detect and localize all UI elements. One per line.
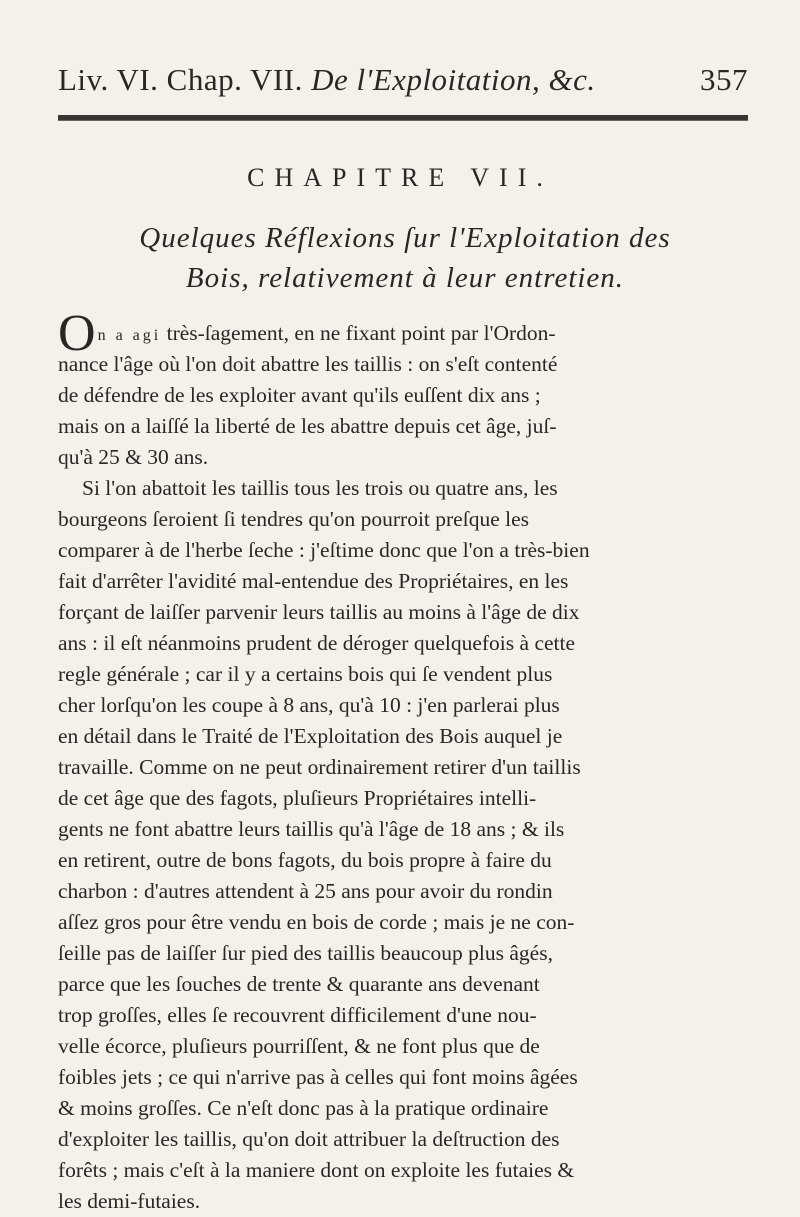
opening-small-caps: n a agi xyxy=(97,327,162,344)
text-line: comparer à de l'herbe ſeche : j'eſtime donc que l'on a très-bien xyxy=(58,538,590,562)
text-line: fait d'arrêter l'avidité mal-entendue des Propriétaires, en les xyxy=(58,569,569,593)
text-line: Si l'on abattoit les taillis tous les trois ou quatre ans, les xyxy=(82,476,558,500)
text-line: ſeille pas de laiſſer ſur pied des taillis beaucoup plus âgés, xyxy=(58,941,553,965)
running-head xyxy=(58,62,748,98)
text-line: travaille. Comme on ne peut ordinairement retirer d'un taillis xyxy=(58,755,581,779)
chapter-heading: CHAPITRE VII. xyxy=(247,163,553,192)
text-line: de cet âge que des fagots, pluſieurs Propriétaires intelli- xyxy=(58,786,537,810)
text-line: cher lorſqu'on les coupe à 8 ans, qu'à 10 : j'en parlerai plus xyxy=(58,693,560,717)
chapter-title-line-2: Bois, relativement à leur entretien. xyxy=(185,262,625,294)
text-line-content: très-ſagement, en ne fixant point par l'Ordon- xyxy=(161,321,556,345)
text-line: parce que les ſouches de trente & quarante ans devenant xyxy=(58,972,540,996)
text-line: regle générale ; car il y a certains bois qui ſe vendent plus xyxy=(58,662,553,686)
text-line: aſſez gros pour être vendu en bois de corde ; mais je ne con- xyxy=(58,910,575,934)
text-line: foibles jets ; ce qui n'arrive pas à celles qui font moins âgées xyxy=(58,1065,578,1089)
text-line: en retirent, outre de bons fagots, du bois propre à faire du xyxy=(58,848,552,872)
text-line: mais on a laiſſé la liberté de les abattre depuis cet âge, juſ- xyxy=(58,414,557,438)
header-rule xyxy=(58,115,748,121)
text-line: velle écorce, pluſieurs pourriſſent, & ne font plus que de xyxy=(58,1034,540,1058)
body-text xyxy=(58,305,758,1217)
text-line: d'exploiter les taillis, qu'on doit attribuer la deſtruction des xyxy=(58,1127,560,1151)
drop-cap: O xyxy=(58,305,96,362)
chapter-title-line-1: Quelques Réflexions ſur l'Exploitation des xyxy=(139,222,671,254)
page-number: 357 xyxy=(700,62,748,97)
text-line: gents ne font abattre leurs taillis qu'à l'âge de 18 ans ; & ils xyxy=(58,817,565,841)
text-line: nance l'âge où l'on doit abattre les taillis : on s'eſt contenté xyxy=(58,352,558,376)
running-head-title: De l'Exploitation, &c. xyxy=(311,62,596,97)
text-line: forêts ; mais c'eſt à la maniere dont on exploite les futaies & xyxy=(58,1158,575,1182)
text-line: bourgeons ſeroient ſi tendres qu'on pourroit preſque les xyxy=(58,507,529,531)
text-line: forçant de laiſſer parvenir leurs taillis au moins à l'âge de dix xyxy=(58,600,580,624)
text-line: ans : il eſt néanmoins prudent de déroger quelquefois à cette xyxy=(58,631,576,655)
running-head-prefix: Liv. VI. Chap. VII. xyxy=(58,62,312,97)
text-line: en détail dans le Traité de l'Exploitation des Bois auquel je xyxy=(58,724,563,748)
text-line: trop groſſes, elles ſe recouvrent difficilement d'une nou- xyxy=(58,1003,537,1027)
text-line: les demi-futaies. xyxy=(58,1189,201,1213)
text-line: qu'à 25 & 30 ans. xyxy=(58,445,209,469)
text-line: & moins groſſes. Ce n'eſt donc pas à la pratique ordinaire xyxy=(58,1096,549,1120)
text-line: de défendre de les exploiter avant qu'ils euſſent dix ans ; xyxy=(58,383,541,407)
text-line xyxy=(58,305,758,362)
text-line: charbon : d'autres attendent à 25 ans pour avoir du rondin xyxy=(58,879,553,903)
